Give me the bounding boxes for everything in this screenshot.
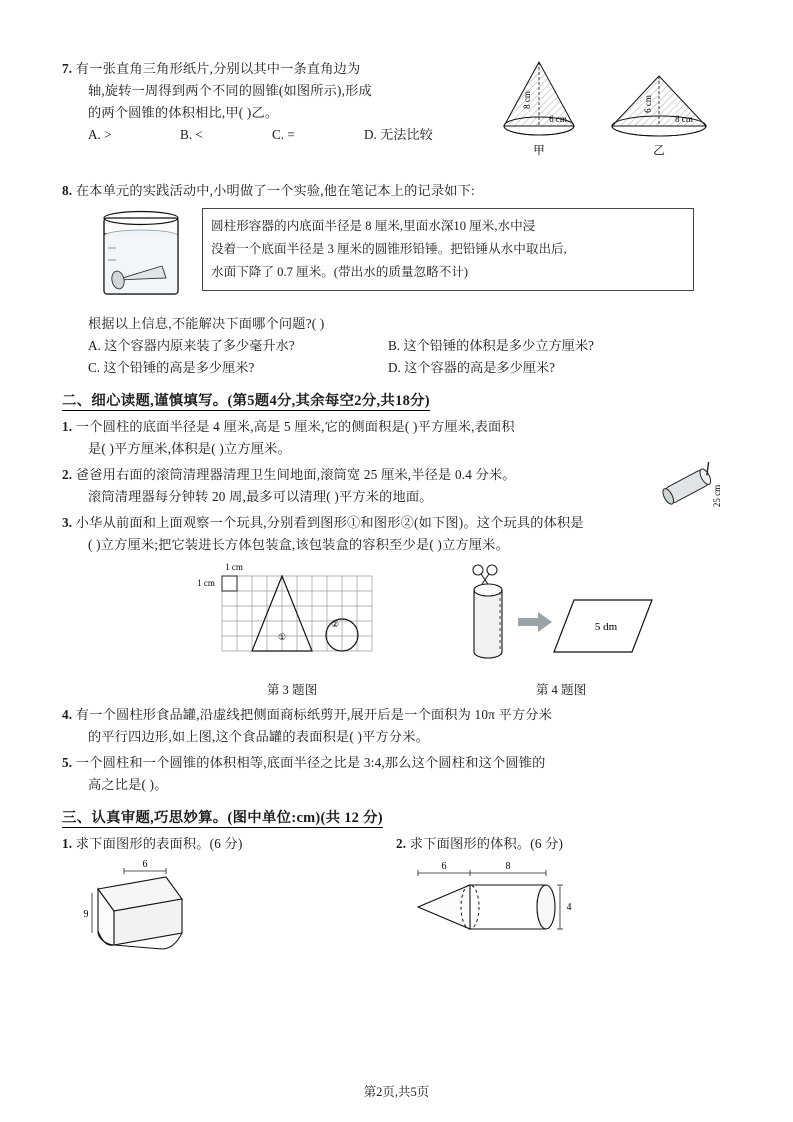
q7-text-1: 有一张直角三角形纸片,分别以其中一条直角边为 [75, 61, 361, 76]
s2-q1-line-2: 是( )平方厘米,体积是( )立方厘米。 [88, 441, 291, 456]
figures-row-3-4 [62, 560, 734, 698]
fig4-label: 5 dm [594, 621, 618, 633]
grid-shapes-svg [192, 560, 392, 672]
s2-q2-line-2: 滚筒清理器每分钟转 20 周,最多可以清理( )平方米的地面。 [88, 489, 433, 504]
beaker-svg [82, 208, 202, 300]
section3-item-2 [396, 833, 730, 855]
q8-option-d: D. 这个容器的高是多少厘米? [388, 360, 556, 375]
s2-q5-line-2: 高之比是( )。 [88, 777, 168, 792]
svg-text:乙: 乙 [653, 145, 665, 157]
s3-fig2-label-a: 6 [441, 861, 447, 872]
s2-q2-figure-label: 25 cm [712, 484, 722, 508]
section2-item-4 [62, 704, 734, 748]
s3-q2-text: 求下面图形的体积。(6 分) [409, 836, 564, 851]
section2-item-2 [62, 464, 734, 508]
q7-number: 7. [62, 61, 73, 76]
q8-beaker-figure [82, 208, 202, 305]
q7-option-b: B. < [180, 127, 203, 142]
q8-figure-row [62, 208, 734, 305]
fig3-caption: 第 3 题图 [266, 683, 318, 697]
s2-q2-line-1: 爸爸用右面的滚筒清理器清理卫生间地面,滚筒宽 25 厘米,半径是 0.4 分米。 [75, 467, 516, 482]
svg-text:8 cm: 8 cm [675, 114, 693, 124]
page-content [62, 58, 734, 972]
fig-3 [192, 560, 392, 698]
s2-q4-number: 4. [62, 707, 73, 722]
s2-q5-number: 5. [62, 755, 73, 770]
q8-note-line-3: 水面下降了 0.7 厘米。(带出水的质量忽略不计) [211, 265, 469, 279]
s3-fig1-top-label: 6 [142, 859, 148, 870]
section2-item-5 [62, 752, 734, 796]
fig3-label-2: ② [330, 619, 340, 629]
s3-fig2-label-b: 8 [505, 861, 511, 872]
section2-item-3 [62, 512, 734, 556]
svg-text:6 cm: 6 cm [643, 95, 653, 113]
s2-q1-number: 1. [62, 419, 73, 434]
s2-q3-line-1: 小华从前面和上面观察一个玩具,分别看到图形①和图形②(如下图)。这个玩具的体积是 [75, 515, 584, 530]
q8-lead-line [62, 180, 734, 202]
q8-note-box [202, 208, 694, 291]
half-cylinder-prism-svg [62, 859, 262, 967]
q8-number: 8. [62, 183, 73, 198]
section-2-title: 二、细心读题,谨慎填写。(第5题4分,其余每空2分,共18分) [62, 393, 430, 409]
q7-options [62, 124, 492, 146]
q8-note-line-2: 没着一个底面半径是 3 厘米的圆锥形铅锤。把铅锤从水中取出后, [211, 242, 567, 256]
svg-text:6 cm: 6 cm [549, 114, 567, 124]
cones-svg [494, 54, 734, 164]
s3-fig2-label-c: 4 [566, 902, 572, 913]
cone-cylinder-svg [396, 859, 616, 967]
fig-4 [456, 560, 666, 698]
can-unfold-svg [456, 560, 666, 672]
section3-item-1 [62, 833, 396, 855]
s3-q1-number: 1. [62, 836, 73, 851]
q7-figure [494, 54, 734, 164]
section3-items [62, 833, 734, 855]
fig4-caption: 第 4 题图 [535, 683, 587, 697]
q8-options-row-1 [62, 335, 734, 357]
fig3-unit-top: 1 cm [225, 562, 243, 572]
svg-text:8 cm: 8 cm [522, 91, 532, 109]
q8-option-a: A. 这个容器内原来装了多少毫升水? [88, 338, 295, 353]
s2-q3-number: 3. [62, 515, 73, 530]
q7-text-3: 的两个圆锥的体积相比,甲( )乙。 [88, 105, 279, 120]
s2-q5-line-1: 一个圆柱和一个圆锥的体积相等,底面半径之比是 3:4,那么这个圆柱和这个圆锥的 [75, 755, 546, 770]
s3-q1-text: 求下面图形的表面积。(6 分) [75, 836, 243, 851]
q7-option-c: C. = [272, 127, 295, 142]
section-3-title: 三、认真审题,巧思妙算。(图中单位:cm)(共 12 分) [62, 810, 383, 826]
s2-q2-number: 2. [62, 467, 73, 482]
q8-option-c: C. 这个铅锤的高是多少厘米? [88, 360, 255, 375]
s2-q1-line-1: 一个圆柱的底面半径是 4 厘米,高是 5 厘米,它的侧面积是( )平方厘米,表面积 [75, 419, 515, 434]
question-7 [62, 58, 734, 166]
q8-options-row-2 [62, 357, 734, 379]
s2-q4-line-2: 的平行四边形,如上图,这个食品罐的表面积是( )平方分米。 [88, 729, 429, 744]
svg-text:甲: 甲 [533, 145, 545, 157]
q7-option-d: D. 无法比较 [364, 127, 433, 142]
fig3-unit-left: 1 cm [197, 578, 215, 588]
q7-option-a: A. > [88, 127, 112, 142]
section2-item-1 [62, 416, 734, 460]
section3-figures [62, 859, 734, 972]
s2-q3-line-2: ( )立方厘米;把它装进长方体包装盒,该包装盒的容积至少是( )立方厘米。 [88, 537, 509, 552]
s3-fig-1 [62, 859, 396, 972]
q8-lead: 在本单元的实践活动中,小明做了一个实验,他在笔记本上的记录如下: [75, 183, 475, 198]
s3-fig-2 [396, 859, 730, 972]
question-8 [62, 180, 734, 379]
q8-option-b: B. 这个铅锤的体积是多少立方厘米? [388, 338, 594, 353]
s3-q2-number: 2. [396, 836, 407, 851]
q8-note-line-1: 圆柱形容器的内底面半径是 8 厘米,里面水深10 厘米,水中浸 [211, 219, 536, 233]
s2-q4-line-1: 有一个圆柱形食品罐,沿虚线把侧面商标纸剪开,展开后是一个面积为 10π 平方分米 [75, 707, 553, 722]
s3-fig1-left-label: 9 [83, 909, 89, 920]
fig3-label-1: ① [277, 632, 287, 642]
q7-line-1 [62, 58, 492, 80]
q8-ask: 根据以上信息,不能解决下面哪个问题?( ) [88, 316, 325, 331]
page-footer: 第2页,共5页 [363, 1085, 430, 1099]
q7-text-2: 轴,旋转一周得到两个不同的圆锥(如图所示),形成 [88, 83, 372, 98]
